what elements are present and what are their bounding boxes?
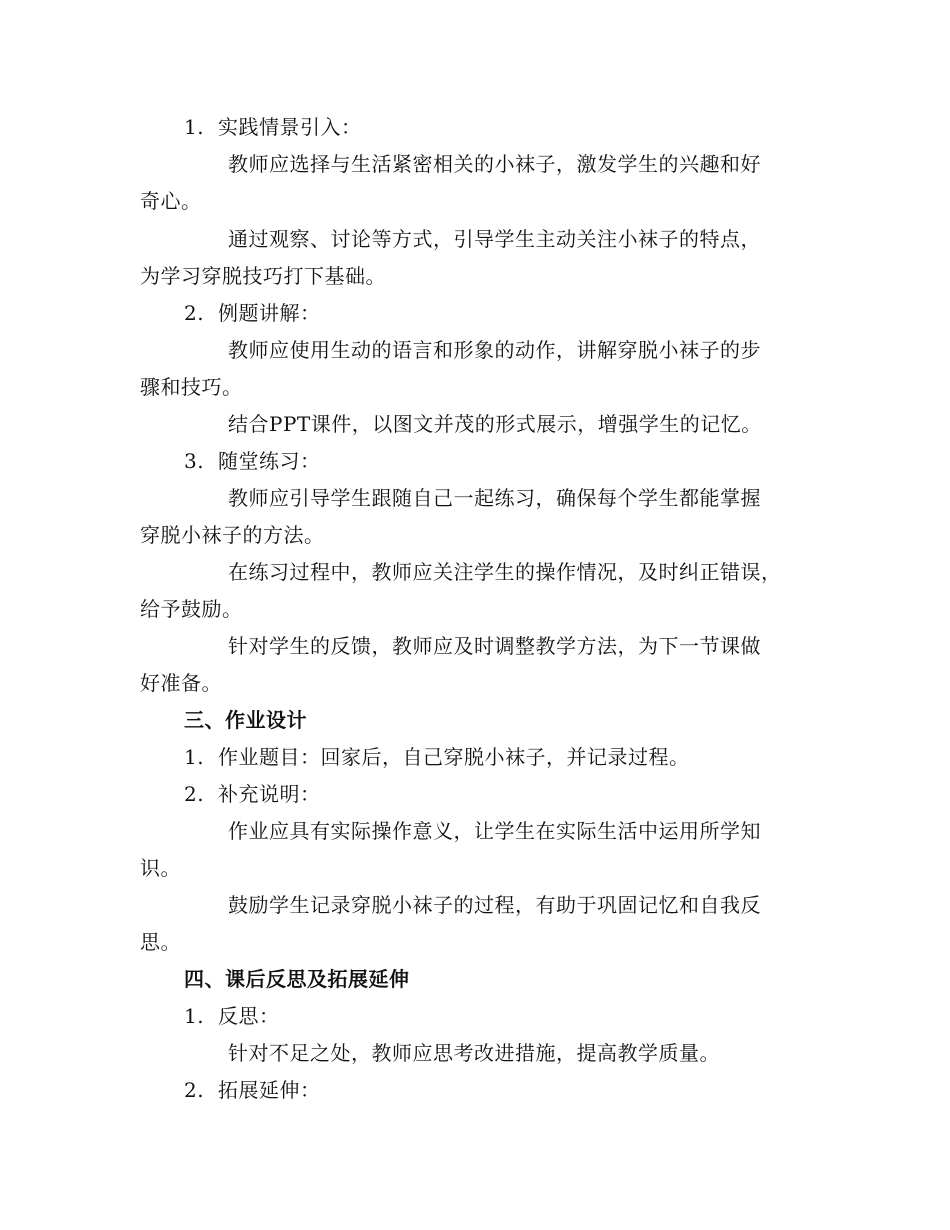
section-heading-reflection: 四、课后反思及拓展延伸 (184, 967, 410, 991)
paragraph-line: 鼓励学生记录穿脱小袜子的过程，有助于巩固记忆和自我反 (228, 893, 761, 917)
list-item (184, 742, 690, 772)
item-number: 2. (184, 782, 205, 806)
item-title: 拓展延伸： (218, 1078, 321, 1102)
section-heading-homework: 三、作业设计 (184, 708, 307, 732)
list-item-heading (184, 112, 362, 142)
paragraph-line: 通过观察、讨论等方式，引导学生主动关注小袜子的特点， (228, 227, 761, 251)
item-number: 1. (184, 1004, 205, 1028)
list-item-heading (184, 446, 321, 476)
paragraph-line: 在练习过程中，教师应关注学生的操作情况，及时纠正错误， (228, 560, 782, 584)
item-text: 作业题目：回家后，自己穿脱小袜子，并记录过程。 (218, 745, 690, 769)
paragraph-line: 针对不足之处，教师应思考改进措施，提高教学质量。 (228, 1041, 720, 1065)
item-title: 补充说明： (218, 782, 321, 806)
paragraph-line: 骤和技巧。 (140, 375, 243, 399)
list-item-heading (184, 779, 321, 809)
paragraph-line: 为学习穿脱技巧打下基础。 (140, 264, 386, 288)
paragraph-line: 思。 (140, 930, 181, 954)
item-number: 1. (184, 745, 205, 769)
paragraph-line: 奇心。 (140, 189, 202, 213)
item-number: 2. (184, 301, 205, 325)
paragraph-line: 结合PPT课件，以图文并茂的形式展示，增强学生的记忆。 (228, 412, 762, 436)
paragraph-line: 教师应使用生动的语言和形象的动作，讲解穿脱小袜子的步 (228, 338, 761, 362)
list-item-heading (184, 1001, 280, 1031)
item-title: 实践情景引入： (218, 115, 362, 139)
list-item-heading (184, 1075, 321, 1105)
item-title: 反思： (218, 1004, 280, 1028)
paragraph-line: 穿脱小袜子的方法。 (140, 523, 325, 547)
paragraph-line: 识。 (140, 856, 181, 880)
item-number: 2. (184, 1078, 205, 1102)
item-title: 随堂练习： (218, 449, 321, 473)
list-item-heading (184, 298, 321, 328)
paragraph-line: 教师应引导学生跟随自己一起练习，确保每个学生都能掌握 (228, 486, 761, 510)
item-number: 3. (184, 449, 205, 473)
paragraph-line: 给予鼓励。 (140, 597, 243, 621)
paragraph-line: 教师应选择与生活紧密相关的小袜子，激发学生的兴趣和好 (228, 152, 761, 176)
paragraph-line: 好准备。 (140, 671, 222, 695)
item-title: 例题讲解： (218, 301, 321, 325)
item-number: 1. (184, 115, 205, 139)
paragraph-line: 作业应具有实际操作意义，让学生在实际生活中运用所学知 (228, 819, 761, 843)
paragraph-line: 针对学生的反馈，教师应及时调整教学方法，为下一节课做 (228, 634, 761, 658)
